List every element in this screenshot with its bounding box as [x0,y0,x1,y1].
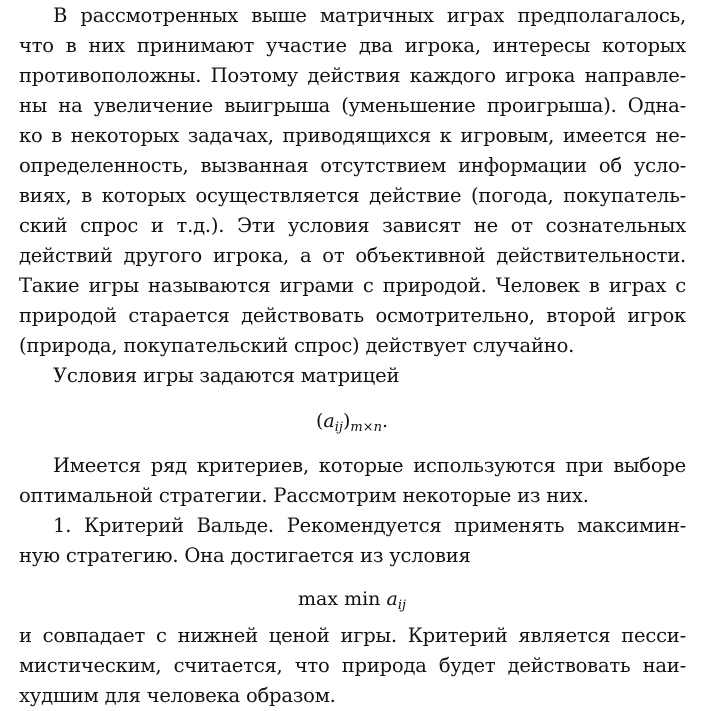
text-line: ны на увеличение выигрыша (уменьшение проигрыша). Одна- [19,94,686,117]
text-line: Такие игры называются играми с природой. Человек в играх с [19,274,686,297]
formula-size: m×n [350,420,382,435]
text-line: оптимальной стратегии. Рассмотрим некоторые из них. [19,484,589,507]
formula-paren: ) [342,410,351,432]
maxmin-formula [0,583,704,615]
formula-operator: min [344,588,381,610]
formula-period: . [381,410,388,432]
text-line: В рассмотренных выше матричных играх предполагалось, [53,4,686,27]
text-line: Условия игры задаются матрицей [53,364,400,387]
formula-variable: a [323,410,335,432]
text-line: (природа, покупательский спрос) действует случайно. [19,334,575,357]
formula-variable: a [386,588,398,610]
text-line: действий другого игрока, а от объективной действительности. [19,244,686,267]
matrix-formula [0,405,704,437]
text-line: ский спрос и т.д.). Эти условия зависят не от сознательных [19,214,686,237]
text-line: виях, в которых осуществляется действие (погода, покупатель- [19,184,686,207]
text-line: худшим для человека образом. [19,684,336,707]
formula-index: ij [397,598,407,613]
text-line: ную стратегию. Она достигается из условия [19,544,471,567]
formula-paren: ( [315,410,324,432]
formula-operator: max [297,588,339,610]
text-line: природой старается действовать осмотрительно, второй игрок [19,304,686,327]
text-line: мистическим, считается, что природа будет действовать наи- [19,654,686,677]
text-line: и совпадает с нижней ценой игры. Критерий является песси- [19,624,686,647]
text-line: ко в некоторых задачах, приводящихся к игровым, имеется не- [19,124,686,147]
text-line: 1. Критерий Вальде. Рекомендуется применять максимин- [53,514,686,537]
text-line: определенность, вызванная отсутствием информации об усло- [19,154,686,177]
text-line: что в них принимают участие два игрока, интересы которых [19,34,686,57]
text-line: противоположны. Поэтому действия каждого игрока направле- [19,64,686,87]
formula-index: ij [334,420,343,435]
text-line: Имеется ряд критериев, которые используются при выборе [53,454,686,477]
